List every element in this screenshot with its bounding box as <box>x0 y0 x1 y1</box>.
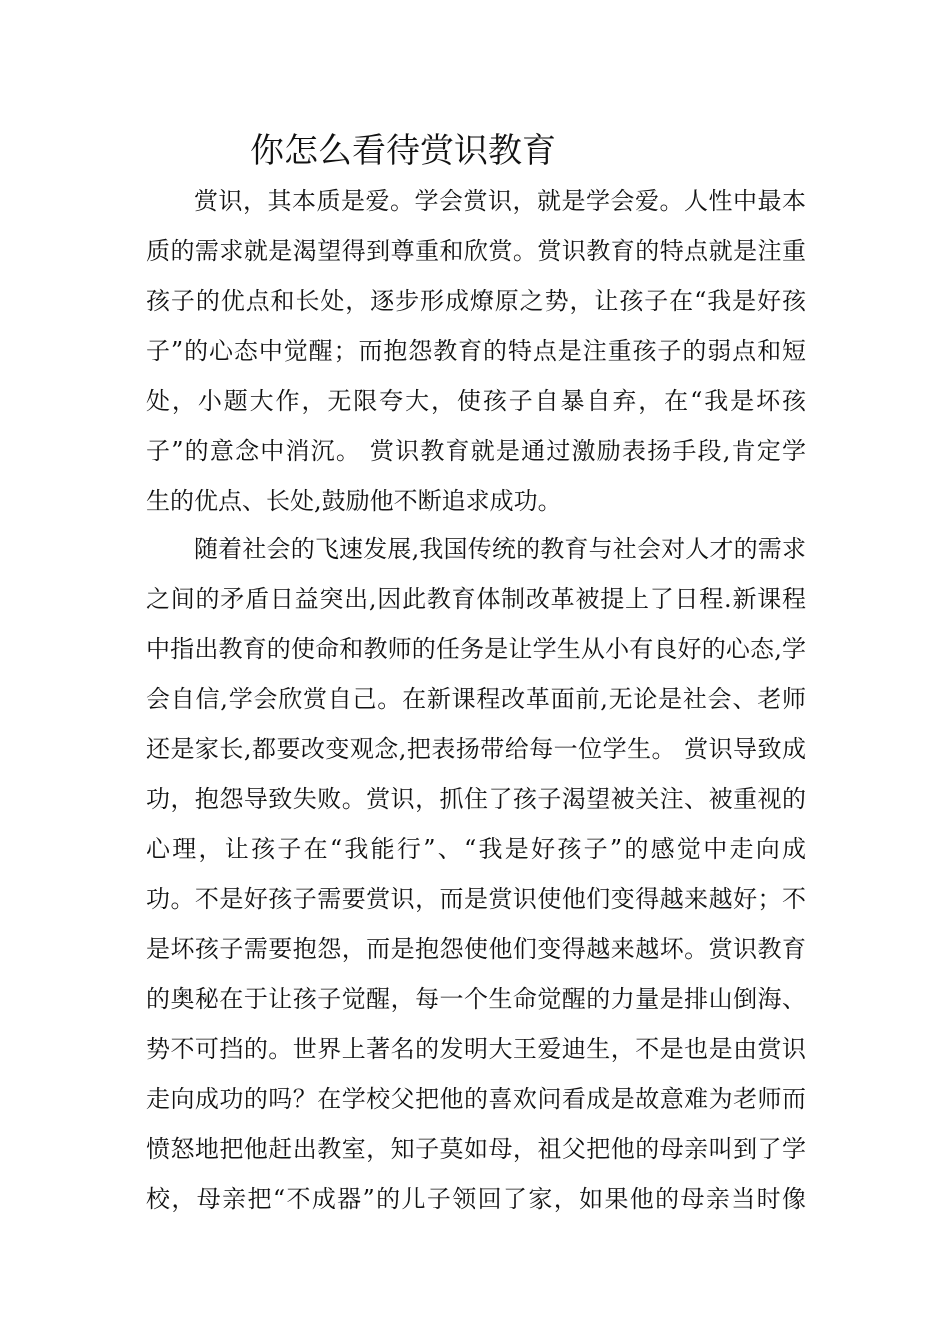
paragraph-1 <box>146 176 806 526</box>
paragraph-line: 中指出教育的使命和教师的任务是让学生从小有良好的心态,学 <box>146 635 806 663</box>
paragraph-line: 走向成功的吗？在学校父把他的喜欢问看成是故意难为老师而 <box>146 1085 806 1113</box>
paragraph-2 <box>146 524 806 1224</box>
paragraph-line: 还是家长,都要改变观念,把表扬带给每一位学生。 赏识导致成 <box>146 735 806 763</box>
paragraph-line: 会自信,学会欣赏自己。在新课程改革面前,无论是社会、老师 <box>146 685 806 713</box>
paragraph-line: 功。不是好孩子需要赏识，而是赏识使他们变得越来越好；不 <box>146 885 806 913</box>
paragraph-line: 的奥秘在于让孩子觉醒，每一个生命觉醒的力量是排山倒海、 <box>146 985 806 1013</box>
paragraph-line: 子”的意念中消沉。 赏识教育就是通过激励表扬手段,肯定学 <box>146 437 806 465</box>
paragraph-line: 之间的矛盾日益突出,因此教育体制改革被提上了日程.新课程 <box>146 585 806 613</box>
paragraph-line: 孩子的优点和长处，逐步形成燎原之势，让孩子在“我是好孩 <box>146 287 806 315</box>
paragraph-line: 生的优点、长处,鼓励他不断追求成功。 <box>146 487 562 515</box>
paragraph-line: 质的需求就是渴望得到尊重和欣赏。赏识教育的特点就是注重 <box>146 237 806 265</box>
paragraph-line: 愤怒地把他赶出教室，知子莫如母，祖父把他的母亲叫到了学 <box>146 1135 806 1163</box>
paragraph-line: 随着社会的飞速发展,我国传统的教育与社会对人才的需求 <box>194 535 806 563</box>
paragraph-line: 子”的心态中觉醒；而抱怨教育的特点是注重孩子的弱点和短 <box>146 337 806 365</box>
paragraph-line: 是坏孩子需要抱怨，而是抱怨使他们变得越来越坏。赏识教育 <box>146 935 806 963</box>
paragraph-line: 处，小题大作，无限夸大，使孩子自暴自弃，在“我是坏孩 <box>146 387 806 415</box>
paragraph-line: 校，母亲把“不成器”的儿子领回了家，如果他的母亲当时像 <box>146 1185 806 1213</box>
paragraph-line: 心理，让孩子在“我能行”、“我是好孩子”的感觉中走向成 <box>146 835 806 863</box>
document-title: 你怎么看待赏识教育 <box>250 131 556 171</box>
paragraph-line: 赏识，其本质是爱。学会赏识，就是学会爱。人性中最本 <box>194 187 806 215</box>
paragraph-line: 功，抱怨导致失败。赏识，抓住了孩子渴望被关注、被重视的 <box>146 785 806 813</box>
paragraph-line: 势不可挡的。世界上著名的发明大王爱迪生，不是也是由赏识 <box>146 1035 806 1063</box>
